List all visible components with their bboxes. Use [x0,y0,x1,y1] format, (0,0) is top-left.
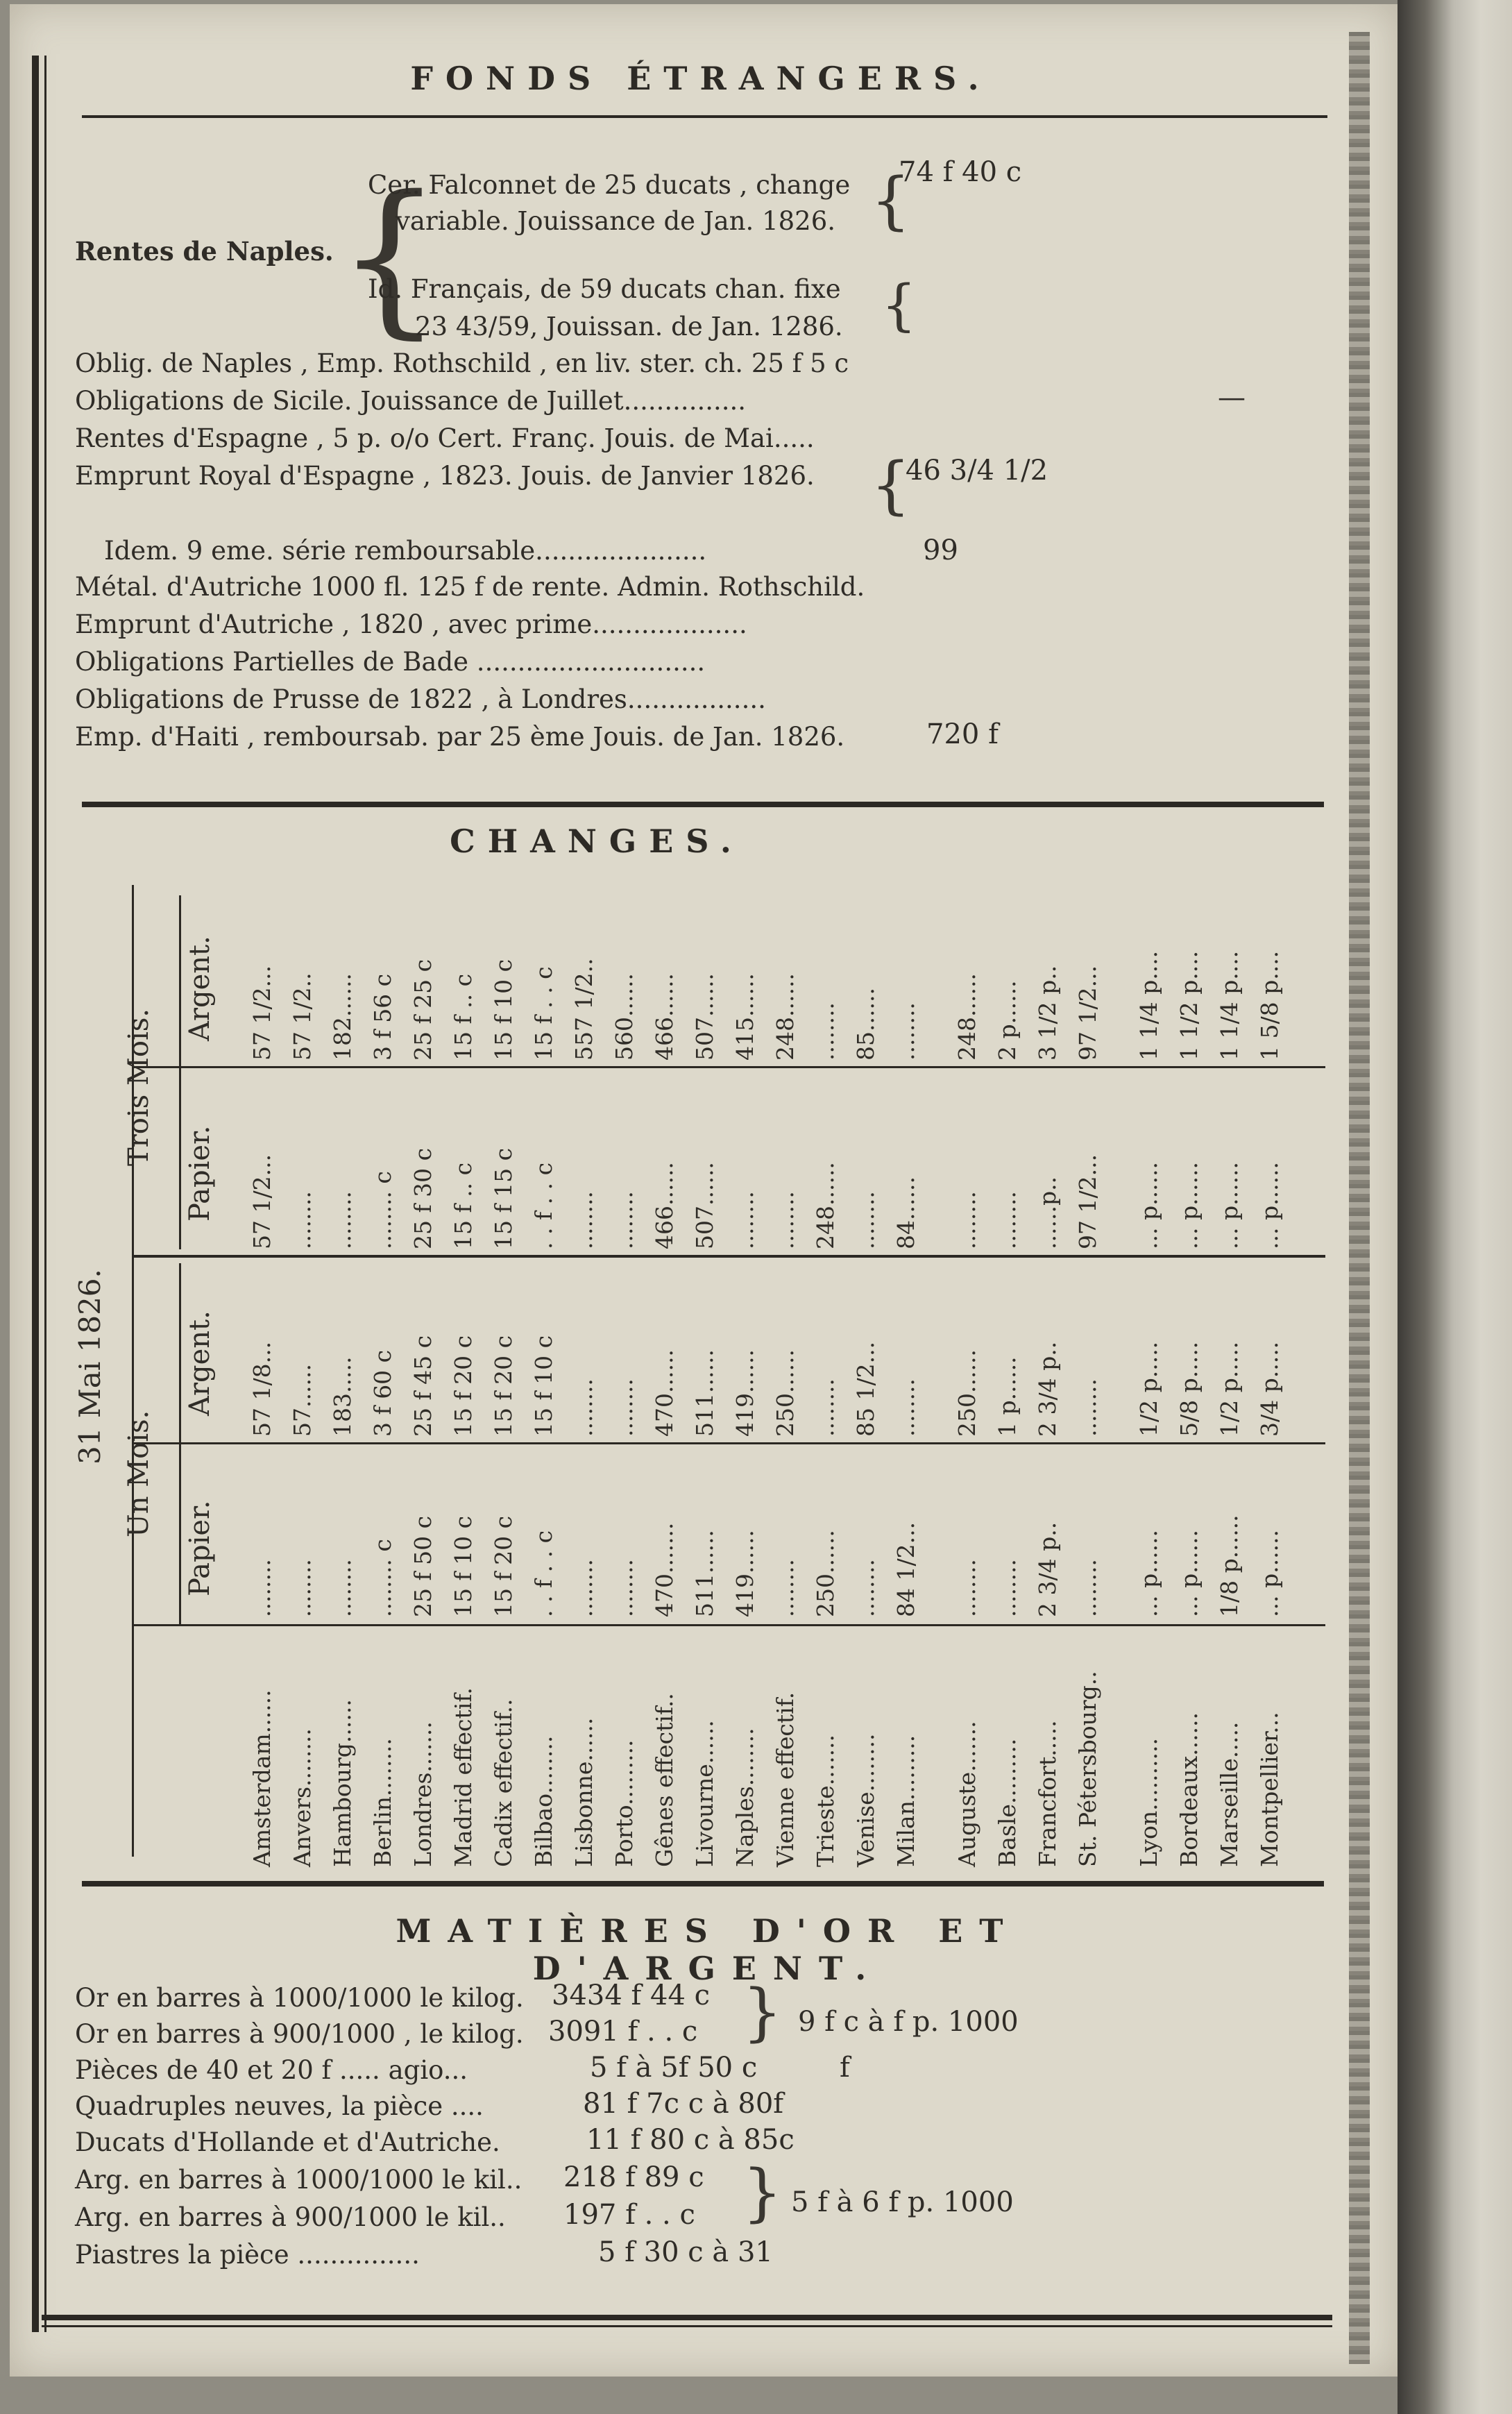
or-note: 9 f c à f p. 1000 [798,2006,1019,2038]
changes-cell-un-papier: 84 1/2... [892,1521,919,1617]
changes-cell-trois-argent: 507...... [691,973,718,1061]
fonds-line: Emprunt d'Autriche , 1820 , avec prime................... [75,609,747,639]
matieres-label: Pièces de 40 et 20 f ..... agio... [75,2055,468,2085]
changes-cell-un-argent: 57...... [289,1364,316,1437]
changes-cell-un-argent: ........ [892,1378,919,1437]
fonds-line: Idem. 9 eme. série remboursable..................... [104,536,707,566]
changes-row-rule-4 [132,1624,1325,1626]
matieres-value: 11 f 80 c à 85c [586,2124,795,2156]
changes-cell-un-papier: ........ [772,1559,799,1617]
matieres-value: 197 f . . c [563,2199,695,2231]
changes-cell-un-papier: 15 f 10 c [450,1515,477,1617]
changes-cell-trois-argent: 3 f 56 c [369,973,396,1061]
changes-cell-city: Londres....... [409,1721,436,1867]
changes-cell-trois-papier: ........ [289,1191,316,1249]
changes-cell-city: Bilbao........ [530,1735,557,1867]
changes-cell-trois-argent: 466...... [651,973,678,1061]
un-mois-label: Un Mois. [123,1410,155,1537]
changes-cell-city: Madrid effectif. [450,1687,477,1867]
matieres-value: 81 f 7c c à 80f [583,2088,784,2120]
changes-cell-city: Venise........ [852,1733,879,1867]
changes-cell-un-argent: 15 f 10 c [530,1335,557,1437]
matieres-label: Quadruples neuves, la pièce .... [75,2091,484,2121]
pieces-note: f [840,2052,850,2084]
changes-row-rule-1 [132,1066,1325,1068]
changes-cell-un-papier: 25 f 50 c [409,1515,436,1617]
changes-cell-trois-argent: 15 f 10 c [490,959,517,1061]
naples-brace-right: { [871,164,911,237]
changes-cell-trois-papier: 248...... [812,1162,839,1249]
changes-cell-trois-argent: ........ [892,1002,919,1061]
matieres-value: 5 f 30 c à 31 [598,2236,773,2268]
trois-mois-label: Trois Mois. [123,1008,155,1166]
changes-cell-un-argent: ........ [1074,1378,1101,1437]
changes-cell-un-argent: 25 f 45 c [409,1335,436,1437]
changes-cell-trois-argent: 1 1/4 p.... [1135,950,1162,1061]
changes-cell-un-papier: ........ [611,1559,638,1617]
changes-cell-un-papier: 470....... [651,1522,678,1617]
changes-cell-un-papier: ........ [570,1559,597,1617]
changes-cell-trois-argent: 2 p...... [994,980,1021,1061]
fonds-line: Rentes d'Espagne , 5 p. o/o Cert. Franç. Jouis. de Mai..... [75,423,815,453]
changes-cell-un-papier: ... p...... [1135,1529,1162,1617]
changes-cell-city: Porto......... [611,1739,638,1867]
changes-cell-un-argent: 5/8 p..... [1175,1341,1203,1437]
changes-cell-trois-papier: ........ [570,1191,597,1249]
changes-cell-trois-argent: 560...... [611,973,638,1061]
naples-line-1: Cer. Falconnet de 25 ducats , change [368,170,851,200]
naples-brace: { [337,160,443,354]
changes-title: CHANGES. [450,822,744,860]
changes-cell-un-argent: 15 f 20 c [450,1335,477,1437]
changes-cell-un-papier: 15 f 20 c [490,1515,517,1617]
changes-bottom-rule [82,1881,1324,1887]
fonds-value: 46 3/4 1/2 [906,455,1048,487]
matieres-label: Arg. en barres à 900/1000 le kil.. [75,2202,506,2232]
changes-cell-un-argent: 511...... [691,1349,718,1437]
fonds-line: Métal. d'Autriche 1000 fl. 125 f de rente. Admin. Rothschild. [75,572,865,602]
changes-cell-trois-papier: 507...... [691,1162,718,1249]
changes-cell-trois-argent: 1 1/4 p.... [1216,950,1243,1061]
fonds-value: 720 f [926,718,999,750]
naples-line-2: variable. Jouissance de Jan. 1826. [396,206,836,236]
changes-cell-city: St. Pétersbourg.. [1074,1671,1101,1867]
changes-cell-un-papier: ........ c [369,1539,396,1617]
changes-cell-city: Berlin........ [369,1738,396,1867]
changes-sub-rule-un [179,1263,181,1624]
fonds-line: Emprunt Royal d'Espagne , 1823. Jouis. de Janvier 1826. [75,461,815,491]
changes-cell-city: Anvers........ [289,1728,316,1867]
changes-cell-trois-papier: ... p...... [1216,1161,1243,1249]
changes-row-rule-2 [132,1255,1325,1258]
changes-cell-un-argent: 1 p...... [994,1356,1021,1437]
bottom-border-2 [42,2325,1332,2327]
changes-cell-un-argent: 419...... [731,1349,758,1437]
fonds-line: Oblig. de Naples , Emp. Rothschild , en liv. ster. ch. 25 f 5 c [75,348,849,378]
changes-cell-city: Amsterdam...... [248,1689,275,1867]
changes-cell-un-argent: 2 3/4 p.. [1034,1341,1061,1437]
changes-cell-un-papier: ........ [852,1559,879,1617]
matieres-value: 3434 f 44 c [552,1980,711,2011]
changes-cell-un-argent: 85 1/2... [852,1341,879,1437]
matieres-label: Arg. en barres à 1000/1000 le kil.. [75,2165,523,2195]
changes-cell-trois-argent: 97 1/2... [1074,965,1101,1061]
changes-cell-city: Gênes effectif.. [651,1693,678,1867]
matieres-label: Ducats d'Hollande et d'Autriche. [75,2127,500,2157]
changes-cell-trois-argent: 182...... [329,973,356,1061]
matieres-label: Or en barres à 1000/1000 le kilog. [75,1983,524,2013]
changes-cell-un-papier: ... p...... [1175,1529,1203,1617]
changes-cell-city: Hambourg...... [329,1699,356,1867]
changes-cell-city: Marseille..... [1216,1721,1243,1867]
changes-cell-city: Livourne...... [691,1720,718,1867]
fonds-value: 99 [923,534,958,566]
fonds-line: Obligations de Sicile. Jouissance de Juillet............... [75,386,747,416]
naples-line-3: Id. Français, de 59 ducats chan. fixe [368,274,841,304]
changes-cell-trois-papier: 15 f .. c [450,1162,477,1249]
fonds-line: Emp. d'Haiti , remboursab. par 25 ème Jouis. de Jan. 1826. [75,722,845,752]
changes-cell-un-papier: ........ [329,1559,356,1617]
changes-cell-un-argent: ........ [611,1378,638,1437]
changes-cell-trois-argent: 1 1/2 p.... [1175,950,1203,1061]
changes-cell-un-papier: 419...... [731,1530,758,1617]
changes-cell-city: Lisbonne...... [570,1717,597,1867]
changes-cell-un-papier: 1/8 p...... [1216,1514,1243,1617]
matieres-label: Piastres la pièce ............... [75,2240,420,2270]
changes-cell-trois-papier: ........ c [369,1171,396,1249]
changes-cell-trois-argent: 248...... [772,973,799,1061]
naples-value: 74 f 40 c [899,156,1022,188]
changes-cell-un-papier: 511...... [691,1530,718,1617]
changes-cell-trois-papier: ........ [994,1191,1021,1249]
changes-cell-city: Montpellier... [1256,1712,1283,1867]
changes-cell-city: Bordeaux...... [1175,1712,1203,1867]
changes-cell-trois-papier: 15 f 15 c [490,1147,517,1249]
changes-cell-un-papier: ........ [248,1559,275,1617]
changes-cell-un-argent: 3 f 60 c [369,1349,396,1437]
changes-cell-trois-papier: ......p.. [1034,1176,1061,1249]
changes-cell-un-papier: . . f . . c [530,1530,557,1617]
changes-row-rule-3 [132,1442,1325,1444]
trois-papier-label: Papier. [184,1125,216,1222]
changes-cell-trois-papier: . . f . . c [530,1162,557,1249]
changes-cell-trois-argent: 15 f . . c [530,966,557,1061]
changes-cell-city: Milan......... [892,1734,919,1867]
changes-cell-un-papier: ........ [1074,1559,1101,1617]
matieres-value: 3091 f . . c [548,2016,698,2048]
arg-brace: } [742,2156,783,2229]
book-gutter [1398,0,1512,2414]
changes-cell-un-papier: ........ [289,1559,316,1617]
spine-edge [1349,32,1370,2364]
changes-cell-un-argent: 1/2 p..... [1135,1341,1162,1437]
changes-cell-trois-argent: 57 1/2... [248,965,275,1061]
un-papier-label: Papier. [184,1500,216,1596]
changes-cell-un-papier: ... p...... [1256,1529,1283,1617]
un-argent-label: Argent. [184,1310,216,1416]
changes-cell-trois-papier: ........ [329,1191,356,1249]
fonds-rule [82,115,1327,118]
changes-cell-un-papier: 2 3/4 p.. [1034,1521,1061,1617]
changes-cell-trois-argent: 1 5/8 p.... [1256,950,1283,1061]
arg-note: 5 f à 6 f p. 1000 [791,2186,1014,2218]
changes-cell-trois-papier: 466...... [651,1162,678,1249]
changes-cell-un-argent: 250...... [953,1349,980,1437]
changes-cell-trois-argent: 415...... [731,973,758,1061]
changes-cell-trois-papier: 57 1/2... [248,1154,275,1249]
changes-cell-un-papier: ........ [953,1559,980,1617]
matieres-label: Or en barres à 900/1000 , le kilog. [75,2019,524,2049]
changes-cell-city: Francfort..... [1034,1720,1061,1867]
changes-cell-city: Trieste....... [812,1734,839,1867]
trois-argent-label: Argent. [184,936,216,1041]
changes-sub-rule-trois [179,895,181,1249]
changes-cell-trois-papier: ........ [852,1191,879,1249]
changes-cell-un-argent: 183..... [329,1356,356,1437]
left-border [32,56,39,2332]
fonds-line: Obligations Partielles de Bade ............................ [75,647,706,677]
changes-cell-trois-papier: 84...... [892,1176,919,1249]
changes-cell-trois-argent: 57 1/2.. [289,972,316,1061]
changes-cell-un-papier: ........ [994,1559,1021,1617]
changes-cell-trois-papier: ........ [772,1191,799,1249]
matieres-title: MATIÈRES D'OR ET D'ARGENT. [396,1912,1020,1987]
changes-cell-trois-papier: ... p...... [1256,1161,1283,1249]
changes-cell-trois-argent: 557 1/2.. [570,958,597,1061]
changes-cell-trois-argent: 15 f .. c [450,973,477,1061]
changes-cell-un-argent: ........ [570,1378,597,1437]
fonds-title: FONDS ÉTRANGERS. [410,60,992,97]
changes-cell-trois-papier: ........ [953,1191,980,1249]
changes-cell-trois-argent: 85...... [852,988,879,1061]
changes-cell-city: Vienne effectif. [772,1691,799,1867]
changes-cell-trois-papier: 97 1/2... [1074,1154,1101,1249]
bottom-border [42,2315,1332,2320]
changes-cell-trois-argent: 25 f 25 c [409,959,436,1061]
matieres-value: 218 f 89 c [563,2161,704,2193]
changes-cell-trois-argent: 248...... [953,973,980,1061]
changes-cell-trois-papier: 25 f 30 c [409,1147,436,1249]
changes-cell-un-argent: 250...... [772,1349,799,1437]
changes-cell-city: Auguste....... [953,1721,980,1867]
changes-cell-trois-papier: ........ [731,1191,758,1249]
changes-cell-trois-papier: ... p...... [1135,1161,1162,1249]
changes-cell-trois-papier: ........ [611,1191,638,1249]
changes-cell-trois-papier: ... p...... [1175,1161,1203,1249]
changes-cell-un-argent: 57 1/8... [248,1341,275,1437]
changes-top-rule [82,802,1324,807]
changes-cell-trois-argent: ........ [812,1002,839,1061]
naples-line-4: 23 43/59, Jouissan. de Jan. 1286. [415,312,843,341]
fonds-line: Obligations de Prusse de 1822 , à Londres................. [75,684,766,714]
espagne-brace: { [871,449,911,522]
left-border-inner [44,56,46,2332]
changes-cell-un-argent: ........ [812,1378,839,1437]
changes-cell-un-argent: 15 f 20 c [490,1335,517,1437]
changes-cell-trois-argent: 3 1/2 p.. [1034,965,1061,1061]
changes-cell-un-argent: 3/4 p..... [1256,1341,1283,1437]
naples-label: Rentes de Naples. [75,236,334,267]
changes-cell-un-argent: 1/2 p..... [1216,1341,1243,1437]
changes-cell-city: Naples........ [731,1728,758,1867]
naples-brace-right-2: { [881,273,917,337]
changes-cell-city: Cadix effectif.. [490,1698,517,1867]
matieres-value: 5 f à 5f 50 c [590,2052,758,2084]
changes-cell-city: Lyon.......... [1135,1738,1162,1867]
changes-cell-city: Basle......... [994,1738,1021,1867]
changes-cell-un-argent: 470...... [651,1349,678,1437]
or-brace: } [742,1976,783,2049]
changes-date: 31 Mai 1826. [73,1269,107,1465]
changes-cell-un-papier: 250...... [812,1530,839,1617]
fonds-value: — [1218,382,1246,414]
